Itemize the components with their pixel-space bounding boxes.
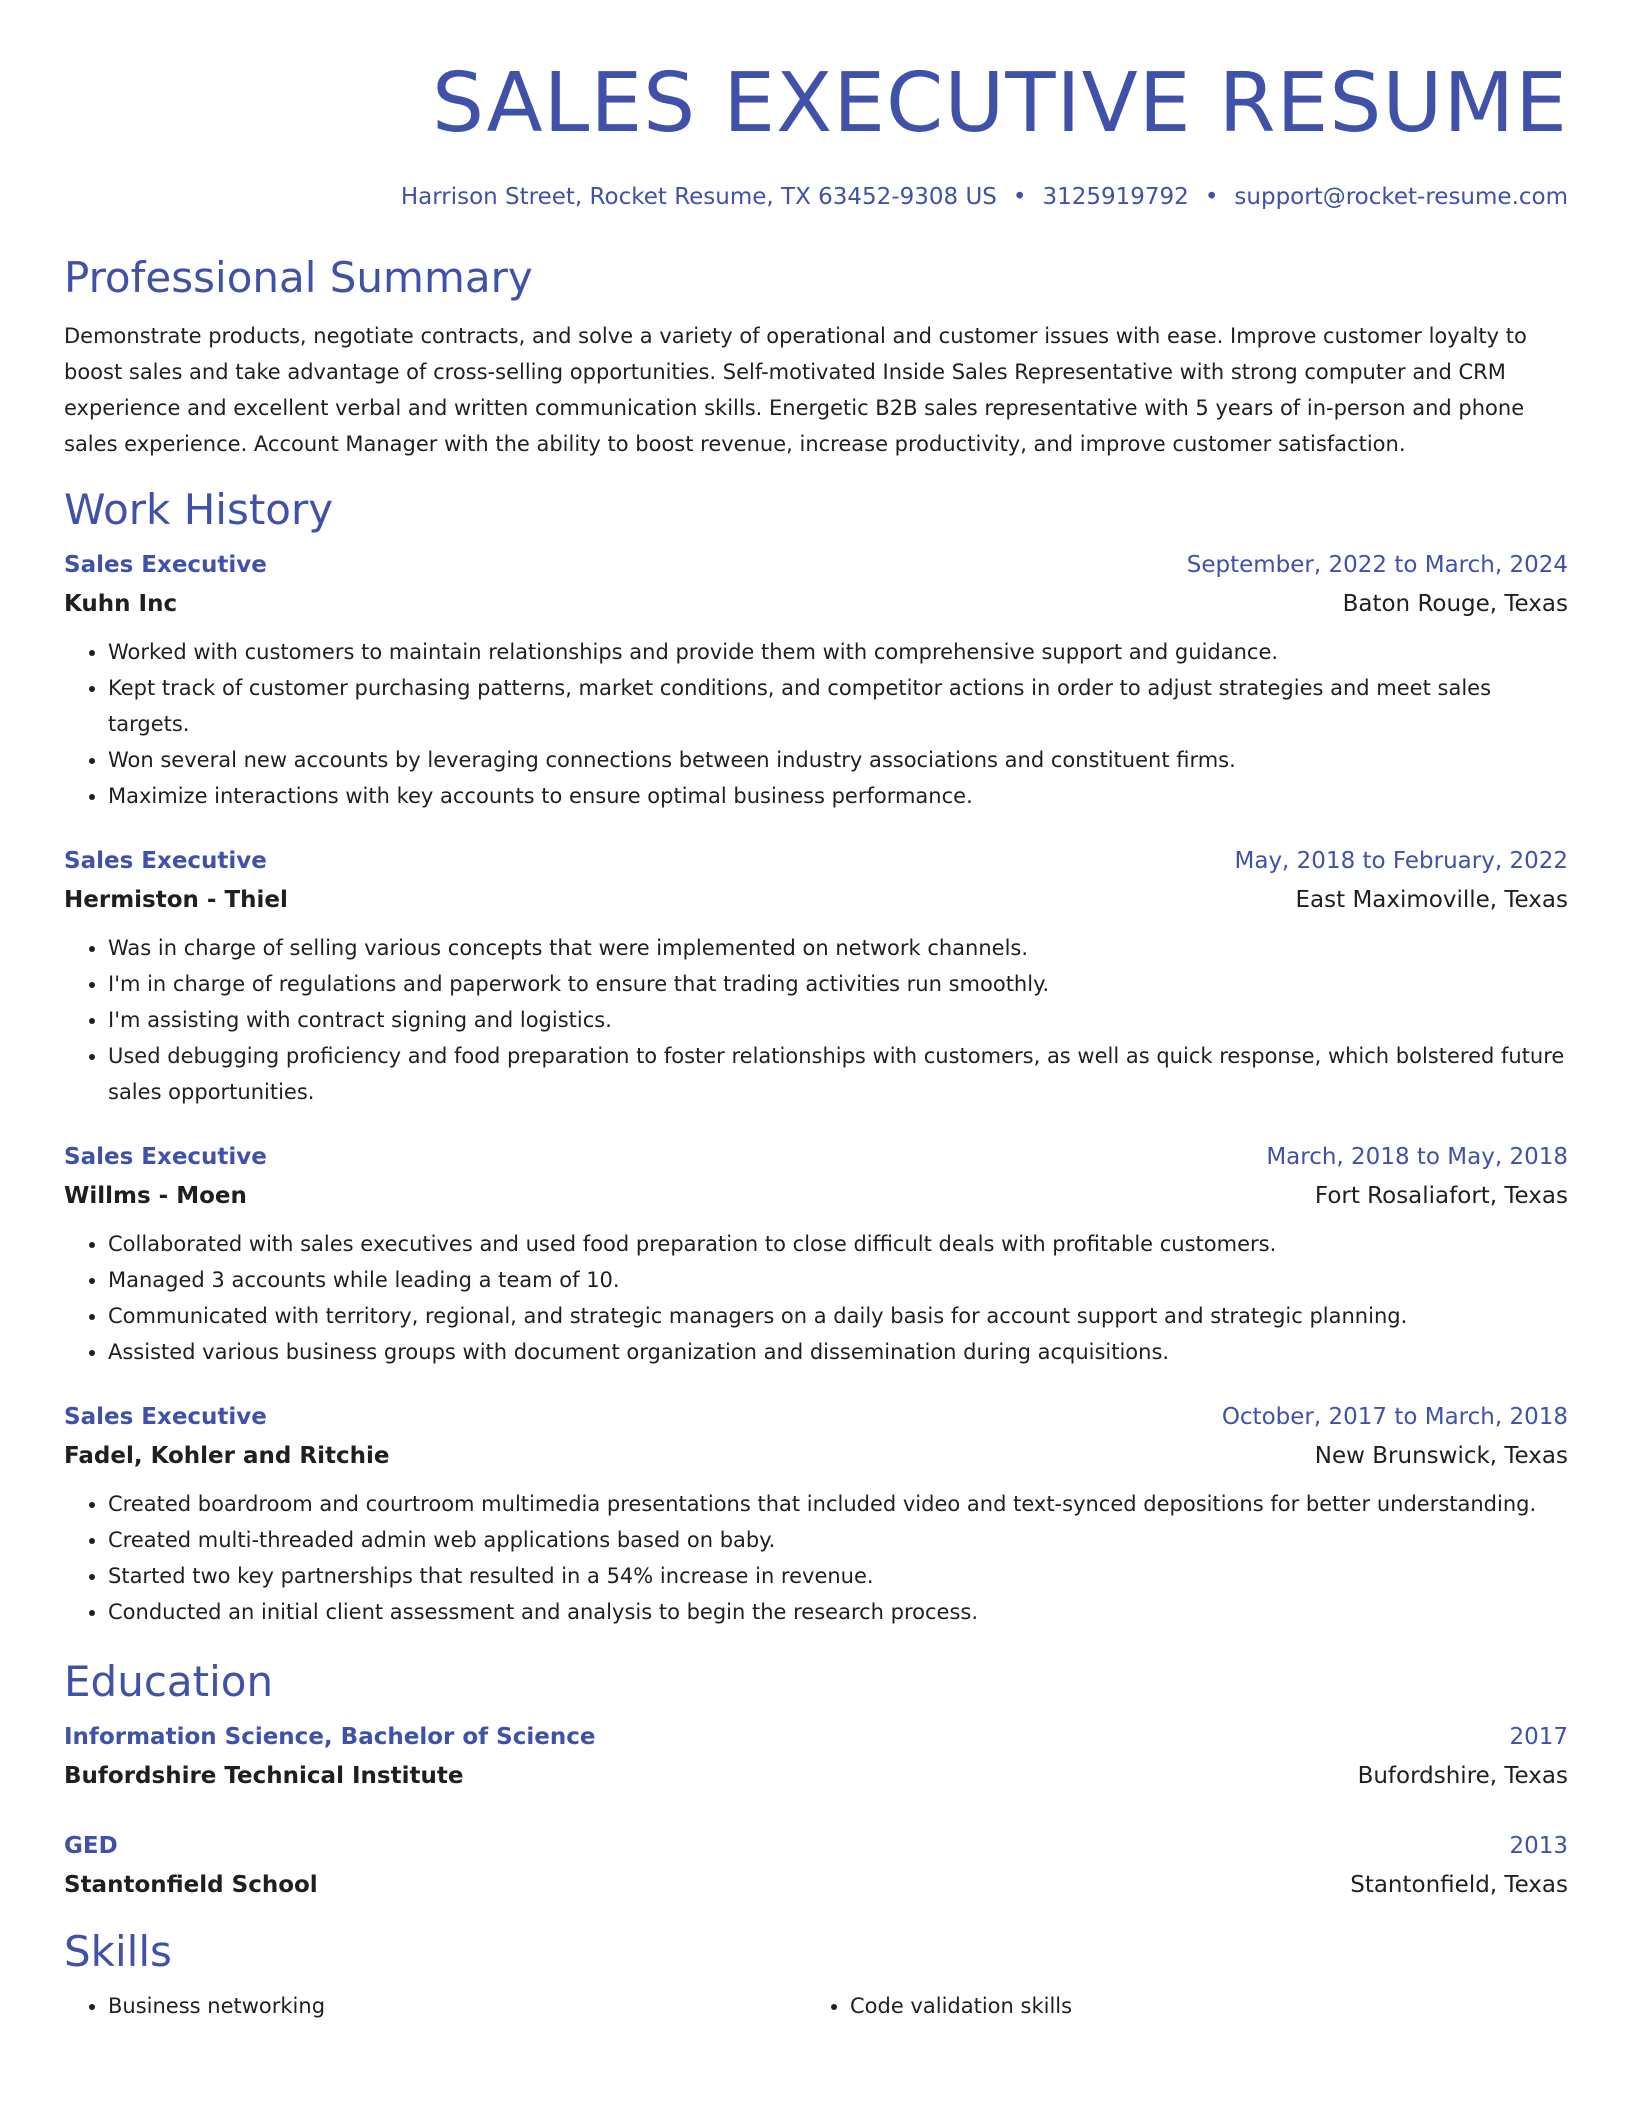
job-bullet: • I'm in charge of regulations and paperwork to ensure that trading activities run smoothly. — [108, 966, 1568, 1002]
job-bullet: • I'm assisting with contract signing and logistics. — [108, 1002, 1568, 1038]
job-bullet: • Was in charge of selling various concepts that were implemented on network channels. — [108, 930, 1568, 966]
job-bullets — [64, 634, 1568, 814]
job-bullet: • Used debugging proficiency and food preparation to foster relationships with customers, as well as quick response, which bolstered future sales opportunities. — [108, 1038, 1568, 1110]
job-bullet: • Created multi-threaded admin web applications based on baby. — [108, 1522, 1568, 1558]
contact-email: support@rocket-resume.com — [1234, 184, 1568, 210]
contact-separator: • — [1012, 184, 1027, 210]
job-role: Sales Executive — [64, 1144, 267, 1170]
education-degree: Information Science, Bachelor of Science — [64, 1724, 596, 1750]
job-entry — [64, 1402, 1568, 1630]
education-year: 2013 — [1509, 1833, 1568, 1859]
job-bullet: • Created boardroom and courtroom multimedia presentations that included video and text-synced depositions for better understanding. — [108, 1486, 1568, 1522]
job-company: Willms - Moen — [64, 1183, 247, 1209]
job-dates: October, 2017 to March, 2018 — [1221, 1404, 1568, 1430]
resume-title: SALES EXECUTIVE RESUME — [431, 56, 1568, 151]
job-company: Kuhn Inc — [64, 591, 178, 617]
job-bullets — [64, 930, 1568, 1110]
job-bullet: • Kept track of customer purchasing patterns, market conditions, and competitor actions in order to adjust strategies and meet sales targets. — [108, 670, 1568, 742]
education-entry — [64, 1831, 1568, 1900]
job-role: Sales Executive — [64, 1404, 267, 1430]
contact-address: Harrison Street, Rocket Resume, TX 63452-9308 US — [400, 184, 997, 210]
job-entry — [64, 846, 1568, 1110]
job-dates: March, 2018 to May, 2018 — [1266, 1144, 1568, 1170]
education-school: Stantonfield School — [64, 1872, 318, 1898]
education-location: Stantonfield, Texas — [1350, 1872, 1568, 1898]
skills-column-right — [806, 1988, 1548, 2024]
job-bullets — [64, 1486, 1568, 1630]
work-history-heading: Work History — [64, 485, 334, 534]
job-dates: September, 2022 to March, 2024 — [1186, 552, 1568, 578]
education-heading: Education — [64, 1657, 274, 1706]
summary-text: Demonstrate products, negotiate contracts, and solve a variety of operational and customer issues with ease. Improve customer loyalty to boost sales and take advantage of cross-selling opportunities. Self-motivated Inside Sales Representative with strong computer and CRM experience and excellent verbal and written communication skills. Energetic B2B sales representative with 5 years of in-person and phone sales experience. Account Manager with the ability to boost revenue, increase productivity, and improve customer satisfaction. — [64, 324, 1527, 456]
education-year: 2017 — [1509, 1724, 1568, 1750]
job-bullet: • Won several new accounts by leveraging connections between industry associations and constituent firms. — [108, 742, 1568, 778]
contact-line — [64, 182, 1568, 212]
contact-phone: 3125919792 — [1042, 184, 1189, 210]
job-bullet: • Worked with customers to maintain relationships and provide them with comprehensive support and guidance. — [108, 634, 1568, 670]
job-bullet: • Assisted various business groups with document organization and dissemination during acquisitions. — [108, 1334, 1568, 1370]
job-bullet: • Conducted an initial client assessment and analysis to begin the research process. — [108, 1594, 1568, 1630]
resume-page — [64, 52, 1568, 2024]
skill-item: • Business networking — [108, 1988, 806, 2024]
education-location: Bufordshire, Texas — [1357, 1763, 1568, 1789]
job-dates: May, 2018 to February, 2022 — [1234, 848, 1568, 874]
skill-item: • Code validation skills — [850, 1988, 1548, 2024]
job-company: Hermiston - Thiel — [64, 887, 288, 913]
job-location: East Maximoville, Texas — [1295, 887, 1568, 913]
skills-list — [64, 1988, 1568, 2024]
contact-separator: • — [1204, 184, 1219, 210]
job-location: Baton Rouge, Texas — [1342, 591, 1568, 617]
job-bullets — [64, 1226, 1568, 1370]
job-role: Sales Executive — [64, 848, 267, 874]
education-entry — [64, 1722, 1568, 1791]
job-entry — [64, 1142, 1568, 1370]
job-bullet: • Maximize interactions with key accounts to ensure optimal business performance. — [108, 778, 1568, 814]
skills-heading: Skills — [64, 1927, 172, 1976]
skills-column-left — [64, 1988, 806, 2024]
job-bullet: • Started two key partnerships that resulted in a 54% increase in revenue. — [108, 1558, 1568, 1594]
education-school: Bufordshire Technical Institute — [64, 1763, 464, 1789]
summary-heading: Professional Summary — [64, 253, 533, 302]
job-location: New Brunswick, Texas — [1314, 1443, 1568, 1469]
job-bullet: • Collaborated with sales executives and used food preparation to close difficult deals with profitable customers. — [108, 1226, 1568, 1262]
job-bullet: • Managed 3 accounts while leading a team of 10. — [108, 1262, 1568, 1298]
job-role: Sales Executive — [64, 552, 267, 578]
job-location: Fort Rosaliafort, Texas — [1314, 1183, 1568, 1209]
education-degree: GED — [64, 1833, 118, 1859]
job-entry — [64, 550, 1568, 814]
job-bullet: • Communicated with territory, regional, and strategic managers on a daily basis for account support and strategic planning. — [108, 1298, 1568, 1334]
job-company: Fadel, Kohler and Ritchie — [64, 1443, 390, 1469]
